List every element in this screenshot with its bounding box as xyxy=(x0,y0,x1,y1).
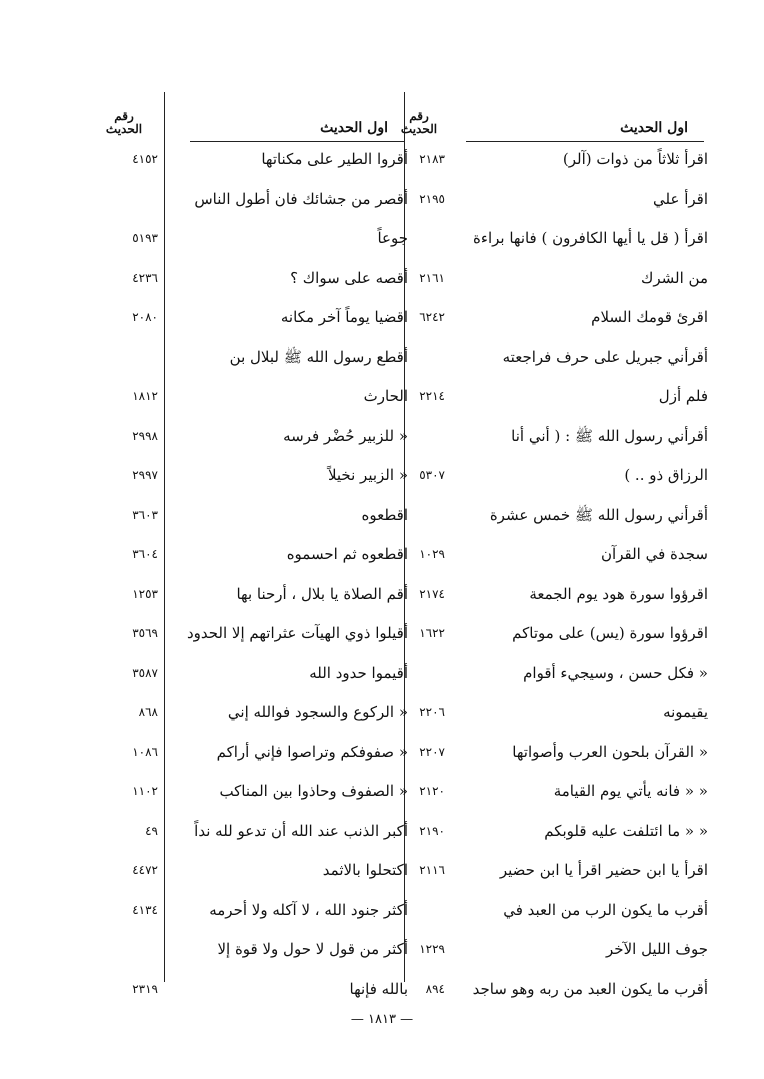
hadith-text: أقصر من جشائك فان أطول الناس xyxy=(194,189,408,208)
hadith-number: ٢١٢٠ xyxy=(419,784,445,798)
hadith-text: أقطع رسول الله ﷺ لبلال بن xyxy=(229,347,408,366)
hadith-number: ٢٩٩٧ xyxy=(132,468,158,482)
hadith-number: ٤٤٧٢ xyxy=(132,863,158,877)
index-entry xyxy=(108,853,408,893)
hadith-text: سجدة في القرآن xyxy=(601,545,708,563)
index-entry xyxy=(408,419,708,459)
hadith-text: جوعاً xyxy=(377,229,408,247)
hadith-text: أكثر جنود الله ، لا آكله ولا أحرمه xyxy=(209,900,408,919)
index-entry xyxy=(108,537,408,577)
hadith-text: الحارث xyxy=(363,387,408,405)
column-header xyxy=(105,92,408,142)
index-entry xyxy=(408,972,708,1012)
hadith-number: ٢٠٨٠ xyxy=(132,310,158,324)
index-entry xyxy=(408,300,708,340)
index-entry xyxy=(408,932,708,972)
index-entry xyxy=(408,616,708,656)
index-entry xyxy=(408,142,708,182)
hadith-text: اقطعوه ثم احسموه xyxy=(286,545,408,563)
index-entry xyxy=(108,498,408,538)
hadith-text: أقيموا حدود الله xyxy=(309,663,408,682)
index-entry xyxy=(108,695,408,735)
index-entry xyxy=(408,695,708,735)
index-entry xyxy=(108,577,408,617)
hadith-number: ٥١٩٣ xyxy=(132,231,158,245)
hadith-text: أكثر من قول لا حول ولا قوة إلا xyxy=(217,940,408,958)
index-entry xyxy=(408,340,708,380)
hadith-number: ١٠٨٦ xyxy=(132,744,158,759)
index-entry xyxy=(408,379,708,419)
index-entry xyxy=(108,735,408,775)
hadith-number: ٤١٣٤ xyxy=(132,902,158,917)
hadith-text: اقرؤوا سورة (يس) على موتاكم xyxy=(512,624,708,642)
hadith-text: بالله فإنها xyxy=(349,979,408,998)
index-entry xyxy=(108,893,408,933)
left-column xyxy=(105,92,408,1011)
hadith-number: ٤١٥٢ xyxy=(132,152,158,166)
hadith-text: من الشرك xyxy=(641,268,708,287)
hadith-number: ٨٩٤ xyxy=(425,981,445,996)
index-entry xyxy=(408,893,708,933)
hadith-number: ١٢٥٣ xyxy=(132,586,158,601)
hadith-text: اقضيا يوماً آخر مكانه xyxy=(280,308,408,326)
hadith-number: ١٠٢٩ xyxy=(419,547,445,561)
hadith-number: ٣٥٦٩ xyxy=(132,626,158,640)
index-entry xyxy=(108,774,408,814)
hadith-number: ٦٢٤٢ xyxy=(419,310,445,324)
hadith-text: « الصفوف وحاذوا بين المناكب xyxy=(219,782,408,800)
hadith-text: اقطعوه xyxy=(361,505,408,524)
hadith-text: اقرؤوا سورة هود يوم الجمعة xyxy=(529,584,708,603)
hadith-text: اقرئ قومك السلام xyxy=(591,308,708,326)
hadith-text: « فكل حسن ، وسيجيء أقوام xyxy=(523,663,708,682)
index-entry xyxy=(408,498,708,538)
index-entry xyxy=(408,735,708,775)
index-entry xyxy=(108,814,408,854)
hadith-text: اقرأ علي xyxy=(653,189,708,208)
index-entry xyxy=(108,221,408,261)
hadith-number: ٤٩ xyxy=(145,823,158,838)
hadith-text: أقيلوا ذوي الهيآت عثراتهم إلا الحدود xyxy=(186,624,408,642)
hadith-number: ١٨١٢ xyxy=(132,389,158,403)
hadith-number: ٢١٩٠ xyxy=(419,823,445,838)
right-column xyxy=(400,92,708,1011)
hadith-number: ٢١٩٥ xyxy=(419,191,445,206)
hadith-text: « للزبير حُضْر فرسه xyxy=(283,426,408,445)
hadith-text: « صفوفكم وتراصوا فإني أراكم xyxy=(216,742,408,761)
hadith-number: ٣٦٠٣ xyxy=(132,507,158,522)
hadith-text: فلم أزل xyxy=(658,387,708,405)
index-entry xyxy=(408,261,708,301)
index-entry xyxy=(408,774,708,814)
hadith-text: « « فانه يأتي يوم القيامة xyxy=(553,782,708,800)
hadith-text: « الركوع والسجود فوالله إني xyxy=(227,703,408,721)
hadith-number: ٢٩٩٨ xyxy=(132,428,158,443)
hadith-text: أقرب ما يكون الرب من العبد في xyxy=(503,900,708,919)
index-entry xyxy=(108,419,408,459)
hadith-number: ٢١٧٤ xyxy=(419,586,445,601)
index-entry xyxy=(108,972,408,1012)
index-entry xyxy=(408,182,708,222)
hadith-text: أقرأني رسول الله ﷺ : ( أني أنا xyxy=(511,426,708,445)
hadith-number: ٢٢٠٦ xyxy=(419,705,445,719)
first-hadith-header: اول الحديث xyxy=(620,120,688,136)
hadith-number: ٢١١٦ xyxy=(419,863,445,877)
index-entry xyxy=(108,458,408,498)
hadith-text: اكتحلوا بالاثمد xyxy=(322,861,408,879)
index-entry xyxy=(108,616,408,656)
hadith-number: ٥٣٠٧ xyxy=(419,468,445,482)
hadith-text: أقرأني رسول الله ﷺ خمس عشرة xyxy=(489,505,708,524)
hadith-number: ٣٥٨٧ xyxy=(132,665,158,680)
hadith-number: ٢٣١٩ xyxy=(132,981,158,996)
hadith-number: ٢١٨٣ xyxy=(419,152,445,166)
index-entry xyxy=(108,656,408,696)
hadith-text: أقروا الطير على مكناتها xyxy=(261,150,408,168)
hadith-text: الرزاق ذو .. ) xyxy=(624,466,708,484)
hadith-number: ٢٢٠٧ xyxy=(419,744,445,759)
column-header xyxy=(400,92,708,142)
hadith-text: اقرأ ( قل يا أيها الكافرون ) فانها براءة xyxy=(473,229,708,247)
hadith-text: أقم الصلاة يا بلال ، أرحنا بها xyxy=(236,584,408,603)
hadith-text: جوف الليل الآخر xyxy=(606,940,708,958)
hadith-number: ٢٢١٤ xyxy=(419,389,445,403)
index-entry xyxy=(408,853,708,893)
hadith-text: اقرأ ثلاثاً من ذوات (آلر) xyxy=(562,150,708,168)
index-entry xyxy=(108,932,408,972)
number-header: رقم الحديث xyxy=(105,109,143,136)
hadith-number: ٣٦٠٤ xyxy=(132,547,158,561)
index-entry xyxy=(108,142,408,182)
index-entry xyxy=(408,656,708,696)
index-entry xyxy=(408,577,708,617)
hadith-text: أقصه على سواك ؟ xyxy=(290,268,408,287)
hadith-text: اقرأ يا ابن حضير اقرأ يا ابن حضير xyxy=(499,861,708,879)
index-entry xyxy=(408,458,708,498)
index-entry xyxy=(408,221,708,261)
index-entry xyxy=(108,340,408,380)
hadith-number: ١٢٢٩ xyxy=(419,942,445,956)
hadith-text: « الزبير نخيلاً xyxy=(327,466,408,484)
hadith-number: ٢١٦١ xyxy=(419,270,445,285)
hadith-text: يقيمونه xyxy=(663,703,708,721)
index-entry xyxy=(108,182,408,222)
first-hadith-header: اول الحديث xyxy=(320,120,388,136)
page-number: — ١٨١٣ — xyxy=(350,1012,414,1027)
hadith-text: أقرأني جبريل على حرف فراجعته xyxy=(502,347,708,366)
hadith-text: أكبر الذنب عند الله أن تدعو لله نداً xyxy=(194,821,408,840)
index-entry xyxy=(108,379,408,419)
hadith-text: « القرآن بلحون العرب وأصواتها xyxy=(512,742,708,761)
index-entry xyxy=(108,300,408,340)
hadith-number: ١٦٢٢ xyxy=(419,626,445,640)
index-entry xyxy=(408,537,708,577)
hadith-text: أقرب ما يكون العبد من ربه وهو ساجد xyxy=(472,979,708,998)
index-entry xyxy=(408,814,708,854)
hadith-number: ٨٦٨ xyxy=(138,705,158,719)
number-header: رقم الحديث xyxy=(400,109,438,136)
index-entry xyxy=(108,261,408,301)
hadith-number: ٤٢٣٦ xyxy=(132,270,158,285)
hadith-number: ١١٠٢ xyxy=(132,784,158,798)
hadith-text: « « ما ائتلفت عليه قلوبكم xyxy=(544,821,708,840)
